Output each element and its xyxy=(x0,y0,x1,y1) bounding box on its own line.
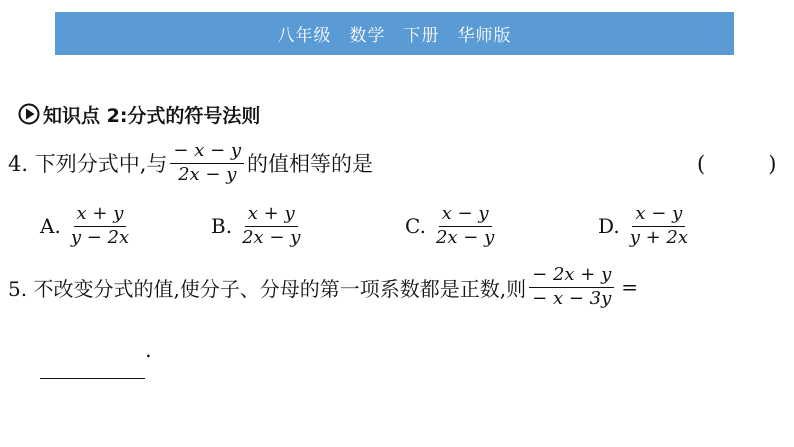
q4-fraction xyxy=(170,142,244,185)
option-d-fraction xyxy=(627,205,691,248)
option-b-label: B. xyxy=(211,214,233,239)
option-d-label: D. xyxy=(598,214,620,239)
section-heading xyxy=(18,100,260,128)
option-b-numerator: x + y xyxy=(245,205,298,227)
section-label: 知识点 2:分式的符号法则 xyxy=(43,104,261,127)
q4-text-before: 4. 下列分式中,与 xyxy=(8,152,168,177)
play-circle-icon xyxy=(18,103,40,125)
q5-answer-blank[interactable] xyxy=(40,378,145,379)
q5-equals: = xyxy=(621,275,639,300)
question-5 xyxy=(8,266,638,309)
option-b-denominator: 2x − y xyxy=(242,226,301,248)
option-a-numerator: x + y xyxy=(74,205,127,227)
question-4 xyxy=(8,142,373,185)
option-c-fraction xyxy=(433,205,497,248)
q5-fraction-denominator: − x − 3y xyxy=(532,287,612,309)
q4-fraction-denominator: 2x − y xyxy=(178,163,237,185)
q5-text: 5. 不改变分式的值,使分子、分母的第一项系数都是正数,则 xyxy=(8,276,527,301)
option-a-denominator: y − 2x xyxy=(70,226,130,248)
option-b-fraction xyxy=(239,205,303,248)
q5-fraction xyxy=(529,266,614,309)
option-d[interactable] xyxy=(598,205,694,248)
q5-fraction-numerator: − 2x + y xyxy=(529,266,614,288)
option-a[interactable] xyxy=(40,205,135,248)
option-d-denominator: y + 2x xyxy=(629,226,688,248)
option-a-label: A. xyxy=(40,214,61,239)
option-c-denominator: 2x − y xyxy=(435,226,495,248)
q5-period: . xyxy=(145,338,152,362)
option-a-fraction xyxy=(68,205,132,248)
q4-text-after: 的值相等的是 xyxy=(247,152,374,177)
q4-fraction-numerator: − x − y xyxy=(170,142,244,164)
header-banner xyxy=(55,12,734,55)
option-d-numerator: x − y xyxy=(632,205,685,227)
q4-answer-paren: ( ) xyxy=(697,152,777,176)
option-c[interactable] xyxy=(405,205,500,248)
option-c-label: C. xyxy=(405,214,426,239)
header-title: 八年级 数学 下册 华师版 xyxy=(277,26,512,46)
option-c-numerator: x − y xyxy=(439,205,492,227)
option-b[interactable] xyxy=(211,205,306,248)
